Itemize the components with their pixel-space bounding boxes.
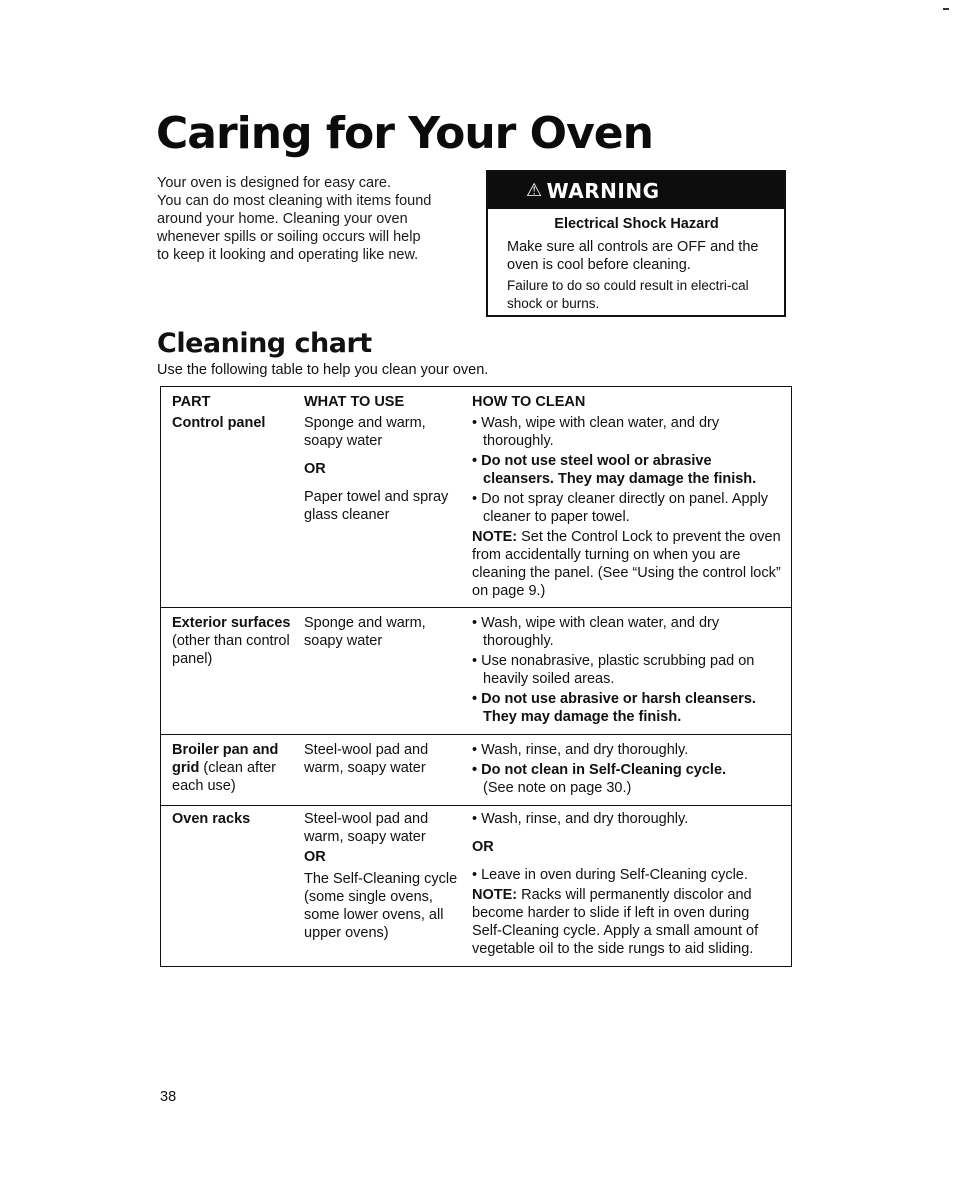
part-name: Oven racks bbox=[172, 811, 251, 827]
header-what-to-use: WHAT TO USE bbox=[304, 394, 405, 410]
intro-line: around your home. Cleaning your oven bbox=[157, 211, 408, 227]
row-how-to-clean bbox=[466, 810, 791, 958]
row-what-to-use bbox=[294, 414, 466, 600]
warning-hazard-title: Electrical Shock Hazard bbox=[554, 216, 719, 232]
table-row bbox=[161, 735, 791, 806]
instruction-caution: • Do not use abrasive or harsh cleansers. They may damage the finish. bbox=[472, 691, 756, 725]
instruction-caution: • Do not use steel wool or abrasive cleansers. They may damage the finish. bbox=[472, 453, 757, 487]
or-label: OR bbox=[304, 461, 326, 477]
row-how-to-clean bbox=[466, 614, 791, 728]
cleaning-table bbox=[160, 386, 792, 967]
warning-body bbox=[488, 209, 784, 313]
row-what-to-use bbox=[294, 741, 466, 799]
note bbox=[472, 528, 783, 600]
instruction: • Wash, rinse, and dry thoroughly. bbox=[472, 742, 689, 758]
table-row bbox=[161, 410, 791, 608]
row-part bbox=[161, 414, 294, 600]
warning-text: Make sure all controls are OFF and the oven is cool before cleaning. bbox=[507, 239, 759, 273]
section-subtitle: Use the following table to help you clean your oven. bbox=[157, 362, 489, 378]
intro-line: whenever spills or soiling occurs will help bbox=[157, 229, 421, 245]
row-how-to-clean bbox=[466, 414, 791, 600]
or-label: OR bbox=[472, 839, 494, 855]
intro-line: to keep it looking and operating like new. bbox=[157, 247, 419, 263]
part-name: Broiler pan and grid bbox=[172, 742, 279, 776]
use-option: Paper towel and spray glass cleaner bbox=[304, 489, 449, 523]
use-option: Sponge and warm, soapy water bbox=[304, 415, 426, 449]
instruction: • Wash, wipe with clean water, and dry thoroughly. bbox=[472, 415, 720, 449]
instruction: • Leave in oven during Self-Cleaning cycle. bbox=[472, 867, 748, 883]
table-header-row bbox=[161, 387, 791, 410]
use-option: Steel-wool pad and warm, soapy water bbox=[304, 742, 429, 776]
section-title: Cleaning chart bbox=[157, 328, 372, 359]
note-label: NOTE: bbox=[472, 887, 518, 903]
page-number: 38 bbox=[160, 1089, 177, 1105]
note-text: Racks will permanently discolor and become harder to slide if left in oven during Self-Cleaning cycle. Apply a small amount of vegetable oil to the side rungs to aid sliding. bbox=[472, 887, 759, 957]
part-name: Exterior surfaces bbox=[172, 615, 291, 631]
use-option: The Self-Cleaning cycle (some single ovens, some lower ovens, all upper ovens) bbox=[304, 871, 458, 941]
page-title: Caring for Your Oven bbox=[156, 108, 653, 159]
note-text: Set the Control Lock to prevent the oven from accidentally turning on when you are cleaning the panel. (See “Using the control lock” on page 9.) bbox=[472, 529, 781, 599]
instruction: • Use nonabrasive, plastic scrubbing pad on heavily soiled areas. bbox=[472, 653, 755, 687]
instruction-reference: (See note on page 30.) bbox=[483, 780, 632, 796]
use-option: Steel-wool pad and warm, soapy water bbox=[304, 811, 429, 845]
or-label: OR bbox=[304, 849, 326, 865]
warning-box bbox=[486, 170, 786, 317]
warning-label: WARNING bbox=[546, 178, 660, 203]
instruction-caution: • Do not clean in Self-Cleaning cycle. bbox=[472, 762, 727, 778]
table-row bbox=[161, 608, 791, 735]
use-option: Sponge and warm, soapy water bbox=[304, 615, 426, 649]
header-how-to-clean: HOW TO CLEAN bbox=[472, 394, 586, 410]
scan-mark bbox=[943, 8, 949, 10]
intro-line: Your oven is designed for easy care. bbox=[157, 175, 392, 191]
intro-paragraph bbox=[157, 174, 472, 264]
part-qualifier: (other than control panel) bbox=[172, 633, 290, 667]
instruction: • Wash, rinse, and dry thoroughly. bbox=[472, 811, 689, 827]
row-how-to-clean bbox=[466, 741, 791, 799]
header-part: PART bbox=[172, 394, 211, 410]
warning-triangle-icon: ⚠ bbox=[526, 180, 543, 201]
warning-header bbox=[488, 172, 784, 209]
part-qualifier: (clean after each use) bbox=[172, 760, 276, 794]
note-label: NOTE: bbox=[472, 529, 518, 545]
row-part bbox=[161, 810, 294, 958]
intro-line: You can do most cleaning with items found bbox=[157, 193, 432, 209]
warning-consequence: Failure to do so could result in electri-cal shock or burns. bbox=[507, 278, 749, 311]
part-name: Control panel bbox=[172, 415, 266, 431]
row-what-to-use bbox=[294, 614, 466, 728]
table-row bbox=[161, 806, 791, 966]
row-part bbox=[161, 741, 294, 799]
row-part bbox=[161, 614, 294, 728]
row-what-to-use bbox=[294, 810, 466, 958]
note bbox=[472, 886, 783, 958]
instruction: • Wash, wipe with clean water, and dry thoroughly. bbox=[472, 615, 720, 649]
instruction: • Do not spray cleaner directly on panel. Apply cleaner to paper towel. bbox=[472, 491, 769, 525]
